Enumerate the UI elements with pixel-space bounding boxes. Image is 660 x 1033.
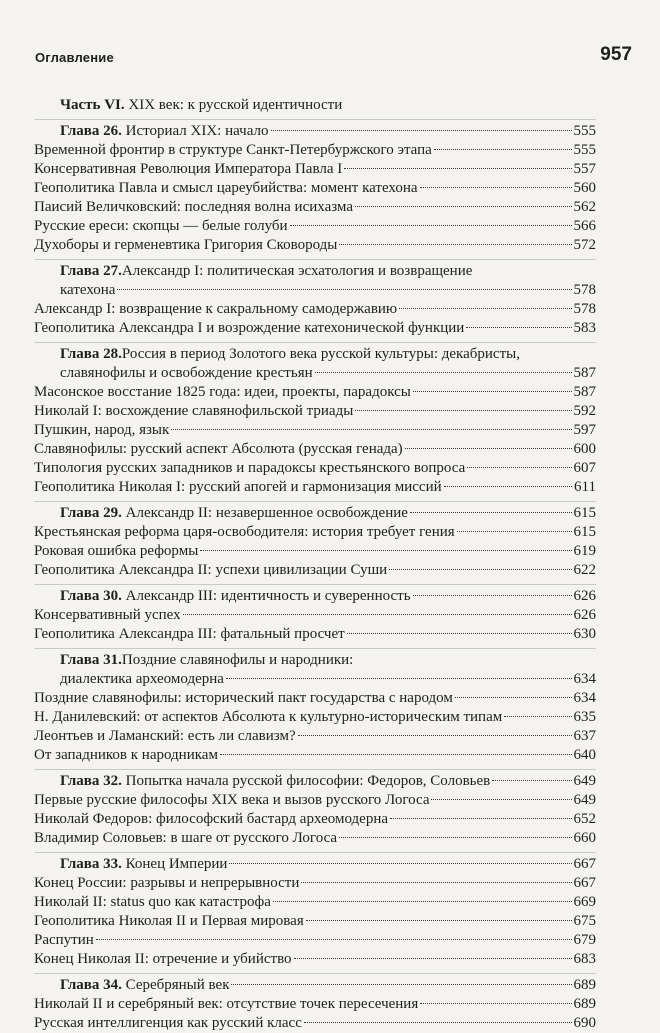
dot-leader: [301, 882, 571, 883]
entry-page: 560: [573, 180, 596, 196]
dot-leader: [413, 391, 572, 392]
toc-entry[interactable]: [34, 912, 596, 931]
dot-leader: [171, 429, 571, 430]
entry-page: 669: [573, 894, 596, 910]
chapter-heading-continued[interactable]: [34, 670, 596, 689]
toc-entry[interactable]: [34, 791, 596, 810]
chapter-page: 649: [573, 773, 596, 789]
dot-leader: [306, 920, 572, 921]
entry-title: Масонское восстание 1825 года: идеи, проекты, парадоксы: [34, 384, 411, 400]
toc-entry[interactable]: [34, 950, 596, 969]
entry-page: 630: [573, 626, 596, 642]
chapter-number: Глава 28.: [60, 346, 122, 362]
toc-entry[interactable]: [34, 542, 596, 561]
chapter-heading[interactable]: [34, 345, 596, 364]
entry-page: 607: [573, 460, 596, 476]
entry-title: Геополитика Павла и смысл цареубийства: момент катехона: [34, 180, 418, 196]
toc-entry[interactable]: [34, 459, 596, 478]
entry-title: Паисий Величковский: последняя волна исихазма: [34, 199, 353, 215]
toc-entry[interactable]: [34, 810, 596, 829]
running-head: Оглавление: [35, 50, 114, 65]
entry-title: Типология русских западников и парадоксы крестьянского вопроса: [34, 460, 466, 476]
dot-leader: [96, 939, 572, 940]
chapter-title: Александр III: идентичность и суверенность: [125, 588, 411, 604]
entry-title: Николай II: status quo как катастрофа: [34, 894, 271, 910]
chapter-heading-continued[interactable]: [34, 364, 596, 383]
toc-entry[interactable]: [34, 625, 596, 644]
entry-page: 675: [573, 913, 596, 929]
entry-title: Николай I: восхождение славянофильской триады: [34, 403, 354, 419]
entry-page: 622: [573, 562, 596, 578]
entry-page: 652: [573, 811, 596, 827]
toc-entry[interactable]: [34, 141, 596, 160]
entry-page: 637: [573, 728, 596, 744]
entry-title: Николай II и серебряный век: отсутствие точек пересечения: [34, 996, 419, 1012]
entry-page: 640: [573, 747, 596, 763]
chapter-page: 578: [573, 282, 596, 298]
entry-title: Роковая ошибка реформы: [34, 543, 199, 559]
dot-leader: [389, 569, 571, 570]
chapter-title-wrap: [60, 504, 408, 523]
toc-entry[interactable]: [34, 606, 596, 625]
chapter-number: Глава 31.: [60, 652, 122, 668]
toc-entry[interactable]: [34, 300, 596, 319]
toc-entry[interactable]: [34, 319, 596, 338]
chapter-heading[interactable]: [34, 855, 596, 874]
chapter-page: 626: [573, 588, 596, 604]
part-heading: [34, 95, 596, 115]
page-header: [35, 44, 632, 74]
toc-entry[interactable]: [34, 829, 596, 848]
chapter-heading[interactable]: [34, 122, 596, 141]
dot-leader: [347, 633, 572, 634]
dot-leader: [444, 486, 572, 487]
dot-leader: [492, 780, 571, 781]
chapter-number: Глава 32.: [60, 773, 122, 789]
toc-entry[interactable]: [34, 561, 596, 580]
entry-title: От западников к народникам: [34, 747, 218, 763]
toc-entry[interactable]: [34, 478, 596, 497]
dot-leader: [290, 225, 572, 226]
entry-title: Геополитика Александра II: успехи цивилизации Суши: [34, 562, 388, 578]
dot-leader: [273, 901, 572, 902]
toc-entry[interactable]: [34, 402, 596, 421]
chapter-block: [34, 584, 596, 644]
toc-entry[interactable]: [34, 160, 596, 179]
chapter-title: Серебряный век: [125, 977, 230, 993]
part-title: XIX век: к русской идентичности: [128, 97, 343, 113]
toc-entry[interactable]: [34, 383, 596, 402]
dot-leader: [457, 531, 572, 532]
chapter-heading-continued[interactable]: [34, 281, 596, 300]
chapter-page: 555: [573, 123, 596, 139]
dot-leader: [183, 614, 572, 615]
chapter-title-line: славянофилы и освобождение крестьян: [60, 365, 313, 381]
chapter-title-line: Россия в период Золотого века русской культуры: декабристы,: [121, 346, 520, 362]
chapter-page: 615: [573, 505, 596, 521]
toc-entry[interactable]: [34, 874, 596, 893]
entry-page: 660: [573, 830, 596, 846]
chapter-number: Глава 34.: [60, 977, 122, 993]
chapter-heading[interactable]: [34, 587, 596, 606]
entry-title: Конец Николая II: отречение и убийство: [34, 951, 292, 967]
chapter-heading[interactable]: [34, 772, 596, 791]
page-number: 957: [600, 44, 632, 65]
entry-page: 562: [573, 199, 596, 215]
entry-page: 597: [573, 422, 596, 438]
entry-title: Пушкин, народ, язык: [34, 422, 170, 438]
dot-leader: [434, 149, 572, 150]
chapter-block: [34, 852, 596, 969]
chapter-title: Попытка начала русской философии: Федоров, Соловьев: [125, 773, 491, 789]
entry-page: 683: [573, 951, 596, 967]
entry-page: 619: [573, 543, 596, 559]
chapter-page: 689: [573, 977, 596, 993]
table-of-contents: [34, 95, 596, 1033]
dot-leader: [410, 512, 572, 513]
dot-leader: [405, 448, 572, 449]
entry-page: 583: [573, 320, 596, 336]
entry-page: 615: [573, 524, 596, 540]
chapter-heading[interactable]: [34, 504, 596, 523]
entry-title: Николай Федоров: философский бастард археомодерна: [34, 811, 389, 827]
dot-leader: [294, 958, 572, 959]
dot-leader: [315, 372, 572, 373]
entry-title: Временной фронтир в структуре Санкт-Петербуржского этапа: [34, 142, 432, 158]
entry-page: 555: [573, 142, 596, 158]
toc-entry[interactable]: [34, 931, 596, 950]
entry-page: 635: [573, 709, 596, 725]
chapter-block: [34, 259, 596, 338]
entry-title: Геополитика Александра III: фатальный просчет: [34, 626, 345, 642]
entry-page: 587: [573, 384, 596, 400]
entry-title: Владимир Соловьев: в шаге от русского Логоса: [34, 830, 338, 846]
entry-title: Русские ереси: скопцы — белые голуби: [34, 218, 288, 234]
entry-title: Геополитика Николая II и Первая мировая: [34, 913, 304, 929]
chapter-title: Конец Империи: [125, 856, 228, 872]
dot-leader: [399, 308, 571, 309]
entry-title: Крестьянская реформа царя-освободителя: история требует гения: [34, 524, 455, 540]
entry-title: Первые русские философы XIX века и вызов русского Логоса: [34, 792, 430, 808]
dot-leader: [413, 595, 572, 596]
chapter-title-line: Поздние славянофилы и народники:: [121, 652, 354, 668]
chapter-number: Глава 26.: [60, 123, 122, 139]
chapter-heading[interactable]: [34, 651, 596, 670]
entry-page: 689: [573, 996, 596, 1012]
entry-title: Распутин: [34, 932, 94, 948]
chapter-block: [34, 501, 596, 580]
chapter-heading[interactable]: [34, 976, 596, 995]
toc-entry[interactable]: [34, 746, 596, 765]
dot-leader: [117, 289, 571, 290]
toc-entry[interactable]: [34, 995, 596, 1014]
chapter-page: 634: [573, 671, 596, 687]
chapter-number: Глава 30.: [60, 588, 122, 604]
toc-entry[interactable]: [34, 708, 596, 727]
dot-leader: [466, 327, 571, 328]
entry-title: Поздние славянофилы: исторический пакт государства с народом: [34, 690, 453, 706]
entry-title: Консервативный успех: [34, 607, 181, 623]
dot-leader: [455, 697, 572, 698]
dot-leader: [231, 984, 571, 985]
toc-entry[interactable]: [34, 1014, 596, 1033]
dot-leader: [339, 244, 571, 245]
chapter-title-line: Александр I: политическая эсхатология и возвращение: [121, 263, 473, 279]
chapter-block: [34, 769, 596, 848]
entry-title: Консервативная Революция Императора Павла I: [34, 161, 343, 177]
dot-leader: [271, 130, 572, 131]
dot-leader: [355, 410, 571, 411]
dot-leader: [226, 678, 572, 679]
entry-page: 634: [573, 690, 596, 706]
dot-leader: [431, 799, 571, 800]
chapter-title: Историал XIX: начало: [125, 123, 269, 139]
chapter-block: [34, 119, 596, 255]
dot-leader: [304, 1022, 572, 1023]
chapter-page: 667: [573, 856, 596, 872]
entry-page: 626: [573, 607, 596, 623]
entry-title: Геополитика Александра I и возрождение катехонической функции: [34, 320, 465, 336]
entry-title: Конец России: разрывы и непрерывности: [34, 875, 300, 891]
entry-title: Геополитика Николая I: русский апогей и гармонизация миссий: [34, 479, 442, 495]
entry-page: 572: [573, 237, 596, 253]
toc-entry[interactable]: [34, 421, 596, 440]
toc-entry[interactable]: [34, 440, 596, 459]
toc-entry[interactable]: [34, 217, 596, 236]
chapter-title-wrap: [60, 855, 227, 874]
toc-entry[interactable]: [34, 893, 596, 912]
entry-title: Леонтьев и Ламанский: есть ли славизм?: [34, 728, 296, 744]
entry-page: 690: [573, 1015, 596, 1031]
entry-page: 566: [573, 218, 596, 234]
dot-leader: [200, 550, 571, 551]
part-label: Часть VI.: [60, 97, 125, 113]
chapter-number: Глава 29.: [60, 505, 122, 521]
entry-page: 592: [573, 403, 596, 419]
entry-page: 611: [574, 479, 596, 495]
chapter-title-line: диалектика археомодерна: [60, 671, 224, 687]
entry-title: Н. Данилевский: от аспектов Абсолюта к культурно-историческим типам: [34, 709, 503, 725]
toc-entry[interactable]: [34, 236, 596, 255]
chapter-title-wrap: [60, 772, 490, 791]
entry-page: 667: [573, 875, 596, 891]
chapter-number: Глава 27.: [60, 263, 122, 279]
toc-entry[interactable]: [34, 689, 596, 708]
dot-leader: [390, 818, 571, 819]
chapter-title: Александр II: незавершенное освобождение: [125, 505, 408, 521]
chapter-title-line: катехона: [60, 282, 116, 298]
chapter-block: [34, 973, 596, 1033]
dot-leader: [467, 467, 571, 468]
chapter-title-wrap: [60, 976, 229, 995]
toc-entry[interactable]: [34, 179, 596, 198]
entry-page: 557: [573, 161, 596, 177]
dot-leader: [504, 716, 571, 717]
chapter-title-wrap: [60, 122, 269, 141]
entry-title: Русская интеллигенция как русский класс: [34, 1015, 302, 1031]
dot-leader: [298, 735, 572, 736]
entry-title: Духоборы и герменевтика Григория Сковороды: [34, 237, 338, 253]
dot-leader: [339, 837, 571, 838]
chapter-block: [34, 648, 596, 765]
entry-page: 578: [573, 301, 596, 317]
chapter-heading[interactable]: [34, 262, 596, 281]
dot-leader: [229, 863, 571, 864]
chapter-block: [34, 342, 596, 497]
entry-title: Александр I: возвращение к сакральному самодержавию: [34, 301, 398, 317]
dot-leader: [220, 754, 572, 755]
dot-leader: [420, 187, 572, 188]
toc-entry[interactable]: [34, 727, 596, 746]
dot-leader: [420, 1003, 571, 1004]
toc-entry[interactable]: [34, 523, 596, 542]
dot-leader: [344, 168, 571, 169]
chapter-number: Глава 33.: [60, 856, 122, 872]
entry-title: Славянофилы: русский аспект Абсолюта (русская генада): [34, 441, 403, 457]
dot-leader: [355, 206, 572, 207]
chapter-title-wrap: [60, 587, 411, 606]
entry-page: 679: [573, 932, 596, 948]
chapter-page: 587: [573, 365, 596, 381]
entry-page: 649: [573, 792, 596, 808]
toc-entry[interactable]: [34, 198, 596, 217]
entry-page: 600: [573, 441, 596, 457]
